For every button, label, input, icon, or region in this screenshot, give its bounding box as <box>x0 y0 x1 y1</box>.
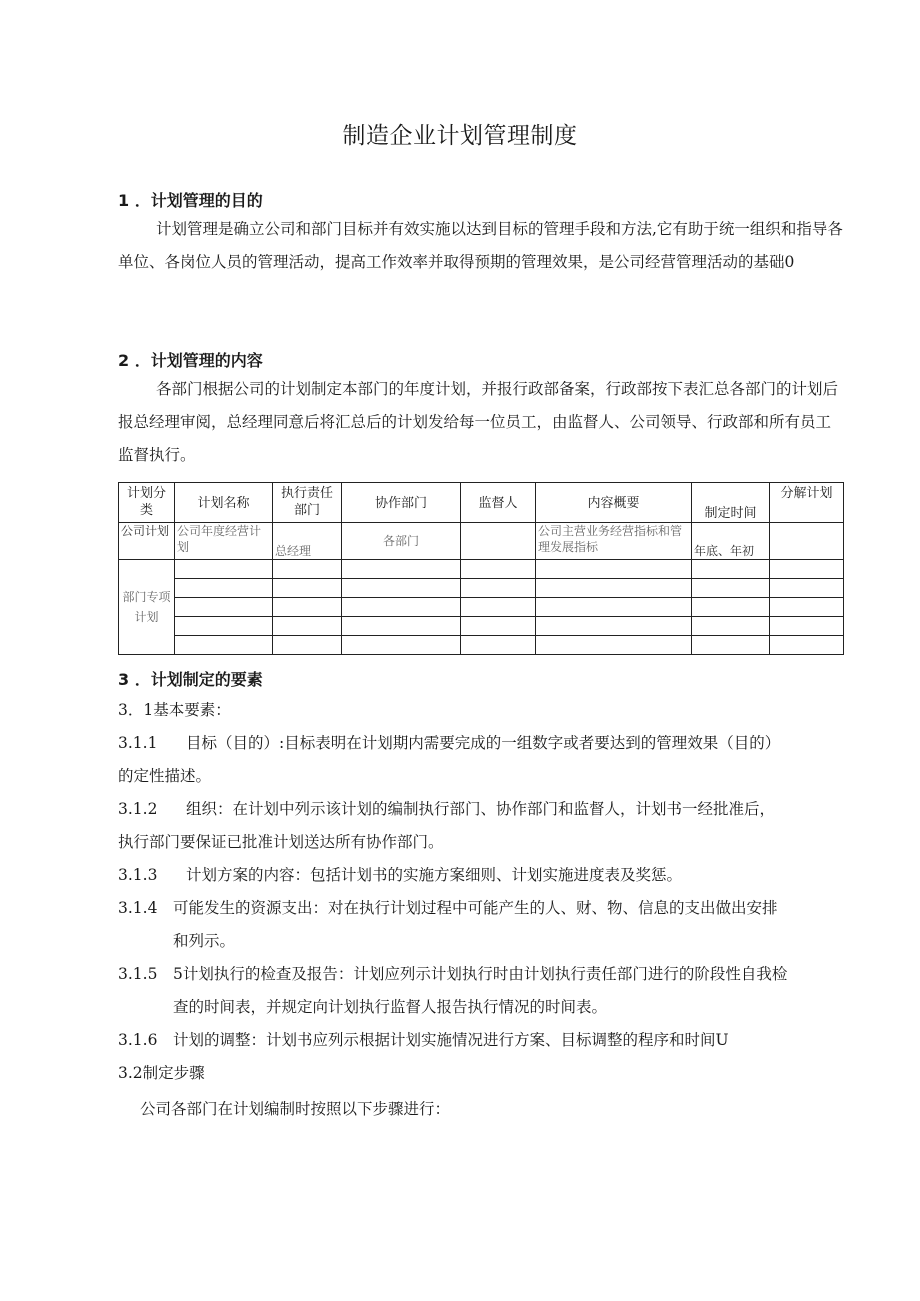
table-cell <box>461 579 536 598</box>
section-2-body <box>118 373 844 472</box>
section-2-text: 各部门根据公司的计划制定本部门的年度计划，并报行政部备案，行政部按下表汇总各部门的计划后报总经理审阅，总经理同意后将汇总后的计划发给每一位员工，由监督人、公司领导、行政部和所有员工监督执行。 <box>118 380 839 464</box>
table-cell <box>770 617 844 636</box>
table-cell: 总经理 <box>273 523 342 560</box>
table-row <box>119 617 844 636</box>
item-text: 计划方案的内容：包括计划书的实施方案细则、计划实施进度表及奖惩。 <box>186 866 683 884</box>
section-1-heading: 1 ．计划管理的目的 <box>118 191 263 210</box>
item-3-1-2 <box>118 793 844 826</box>
table-row <box>119 636 844 655</box>
table-cell <box>536 560 692 579</box>
item-3-1-1 <box>118 727 844 760</box>
table-row <box>119 598 844 617</box>
item-text: 目标（目的）:目标表明在计划期内需要完成的一组数字或者要达到的管理效果（目的） <box>186 734 781 752</box>
table-cell <box>342 579 461 598</box>
item-3-1-6 <box>118 1024 844 1057</box>
col-header: 计划名称 <box>175 483 273 523</box>
item-text: 计划的调整：计划书应列示根据计划实施情况进行方案、目标调整的程序和时间U <box>173 1031 729 1049</box>
item-number: 3.1.3 <box>118 866 158 884</box>
col-header: 分解计划 <box>770 483 844 523</box>
table-cell: 公司主营业务经营指标和管理发展指标 <box>536 523 692 560</box>
table-cell <box>692 636 770 655</box>
item-number: 3.1.4 <box>118 899 158 917</box>
item-3-1-4 <box>118 892 844 925</box>
item-text: 组织：在计划中列示该计划的编制执行部门、协作部门和监督人，计划书一经批准后， <box>186 800 776 818</box>
table-cell: 各部门 <box>342 523 461 560</box>
table-cell <box>175 617 273 636</box>
table-cell <box>175 598 273 617</box>
table-cell <box>770 579 844 598</box>
table-cell <box>692 617 770 636</box>
subsection-3-1: 3．1基本要素： <box>118 701 231 719</box>
subsection-3-2-body: 公司各部门在计划编制时按照以下步骤进行： <box>140 1100 451 1118</box>
table-cell: 部门专项计划 <box>119 560 175 655</box>
table-cell <box>175 560 273 579</box>
table-cell <box>273 636 342 655</box>
item-number: 3.1.6 <box>118 1031 158 1049</box>
page-title: 制造企业计划管理制度 <box>342 123 578 149</box>
col-header: 制定时间 <box>692 483 770 523</box>
table-cell <box>273 579 342 598</box>
table-cell <box>273 617 342 636</box>
item-number: 3.1.5 <box>118 965 158 983</box>
table-cell <box>770 523 844 560</box>
item-text: 5计划执行的检查及报告：计划应列示计划执行时由计划执行责任部门进行的阶段性自我检 <box>173 965 788 983</box>
table-cell <box>461 523 536 560</box>
section-1-body <box>118 213 844 279</box>
table-header-row <box>119 483 844 523</box>
table-cell <box>770 636 844 655</box>
table-cell: 年底、年初 <box>692 523 770 560</box>
table-cell <box>342 617 461 636</box>
table-cell <box>273 598 342 617</box>
table-cell <box>692 579 770 598</box>
item-3-1-4-cont: 和列示。 <box>173 932 236 950</box>
item-3-1-1-cont: 的定性描述。 <box>118 767 212 785</box>
plan-table <box>118 482 844 655</box>
table-cell <box>461 636 536 655</box>
table-cell <box>175 579 273 598</box>
table-cell <box>692 560 770 579</box>
item-number: 3.1.2 <box>118 800 158 818</box>
table-cell <box>536 636 692 655</box>
item-3-1-3 <box>118 859 844 892</box>
table-cell <box>342 636 461 655</box>
table-cell <box>770 560 844 579</box>
section-3-heading: 3 ．计划制定的要素 <box>118 670 263 689</box>
table-cell <box>175 636 273 655</box>
col-header: 内容概要 <box>536 483 692 523</box>
table-cell <box>536 579 692 598</box>
section-2-heading: 2 ．计划管理的内容 <box>118 351 263 370</box>
section-1-text: 计划管理是确立公司和部门目标并有效实施以达到目标的管理手段和方法,它有助于统一组织和指导各单位、各岗位人员的管理活动，提高工作效率并取得预期的管理效果，是公司经营管理活动的基础0 <box>118 220 843 271</box>
col-header: 计划分类 <box>119 483 175 523</box>
table-cell <box>461 560 536 579</box>
table-cell <box>692 598 770 617</box>
table-cell: 公司年度经营计划 <box>175 523 273 560</box>
table-cell <box>770 598 844 617</box>
col-header: 监督人 <box>461 483 536 523</box>
table-row <box>119 560 844 579</box>
col-header: 执行责任部门 <box>273 483 342 523</box>
table-cell <box>342 598 461 617</box>
table-row <box>119 579 844 598</box>
item-number: 3.1.1 <box>118 734 158 752</box>
col-header: 协作部门 <box>342 483 461 523</box>
table-cell <box>536 598 692 617</box>
table-cell <box>461 617 536 636</box>
item-3-1-5-cont: 查的时间表，并规定向计划执行监督人报告执行情况的时间表。 <box>173 998 608 1016</box>
table-row <box>119 523 844 560</box>
item-3-1-5 <box>118 958 844 991</box>
item-text: 可能发生的资源支出：对在执行计划过程中可能产生的人、财、物、信息的支出做出安排 <box>173 899 778 917</box>
table-cell <box>273 560 342 579</box>
table-cell: 公司计划 <box>119 523 175 560</box>
item-3-1-2-cont: 执行部门要保证已批准计划送达所有协作部门。 <box>118 833 444 851</box>
table-cell <box>461 598 536 617</box>
table-cell <box>536 617 692 636</box>
table-cell <box>342 560 461 579</box>
subsection-3-2: 3.2制定步骤 <box>118 1064 205 1082</box>
